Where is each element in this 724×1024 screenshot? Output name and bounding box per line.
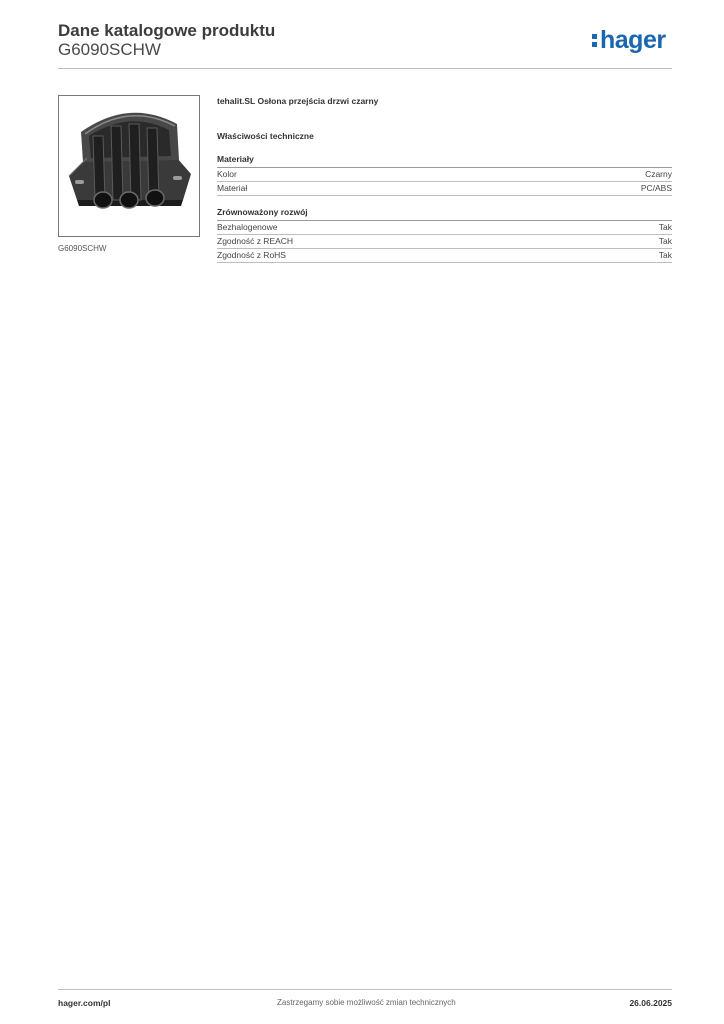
- section-title-technical: Właściwości techniczne: [217, 131, 314, 141]
- spec-value: Tak: [658, 250, 672, 260]
- logo-wordmark: hager: [600, 26, 666, 54]
- product-code-heading: G6090SCHW: [58, 40, 161, 59]
- product-photo: [58, 95, 200, 237]
- spec-value: Tak: [658, 236, 672, 246]
- spec-label: Zgodność z RoHS: [217, 250, 286, 260]
- photo-caption: G6090SCHW: [58, 244, 107, 253]
- spec-label: Bezhalogenowe: [217, 222, 278, 232]
- spec-label: Zgodność z REACH: [217, 236, 294, 246]
- cable-door-transition-cover-photo-icon: [59, 96, 199, 236]
- spec-row: [217, 221, 672, 235]
- spec-row: [217, 235, 672, 249]
- spec-value: Czarny: [645, 169, 672, 179]
- footer-disclaimer: Zastrzegamy sobie możliwość zmian technicznych: [277, 998, 456, 1007]
- group-title: Zrównoważony rozwój: [217, 207, 672, 221]
- spec-row: [217, 168, 672, 182]
- specs-panel: [217, 96, 672, 263]
- group-title: Materiały: [217, 154, 672, 168]
- spec-row: [217, 249, 672, 263]
- hager-logo: [592, 26, 666, 55]
- product-name: tehalit.SL Osłona przejścia drzwi czarny: [217, 96, 379, 106]
- spec-value: Tak: [658, 222, 672, 232]
- spec-group-sustainability: [217, 207, 672, 263]
- footer-website-link[interactable]: hager.com/pl: [58, 998, 111, 1008]
- header-divider: [58, 68, 672, 69]
- spec-row: [217, 182, 672, 196]
- footer-date: 26.06.2025: [629, 998, 672, 1008]
- document-title: Dane katalogowe produktu: [58, 21, 276, 40]
- spec-value: PC/ABS: [640, 183, 672, 193]
- spec-label: Materiał: [217, 183, 248, 193]
- spec-group-materials: [217, 154, 672, 196]
- spec-label: Kolor: [217, 169, 237, 179]
- footer-divider: [58, 989, 672, 990]
- logo-dots-icon: [592, 31, 598, 49]
